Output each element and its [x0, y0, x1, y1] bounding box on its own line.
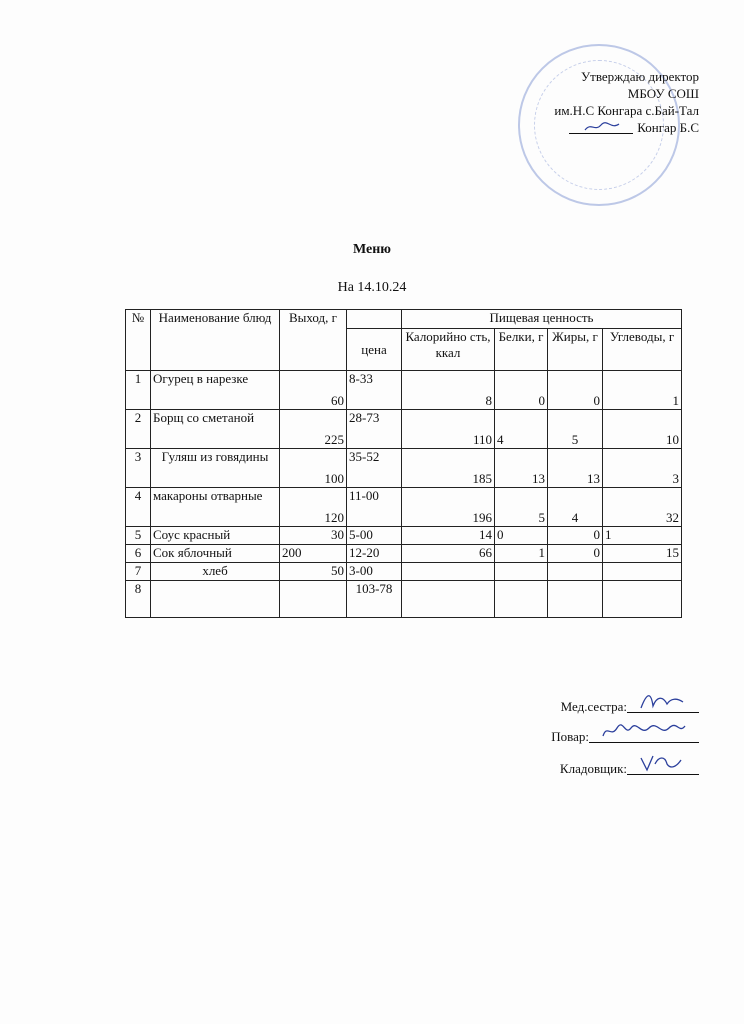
- table-row: [126, 410, 682, 449]
- row-yield: 100: [280, 449, 347, 488]
- table-row: [126, 581, 682, 618]
- row-protein: 0: [495, 371, 548, 410]
- approval-line-4: Конгар Б.С: [637, 120, 699, 135]
- storekeeper-signature-line: [627, 760, 699, 775]
- approval-line-2: МБОУ СОШ: [627, 86, 699, 101]
- table-row: [126, 563, 682, 581]
- approval-line-1: Утверждаю директор: [580, 69, 699, 84]
- row-yield: 225: [280, 410, 347, 449]
- row-carbs: 1: [603, 527, 682, 545]
- cook-signature-line: [589, 728, 699, 743]
- row-name: Сок яблочный: [151, 545, 280, 563]
- row-num: 2: [126, 410, 151, 449]
- row-yield: 120: [280, 488, 347, 527]
- menu-table: [125, 309, 682, 618]
- header-name: Наименование блюд: [151, 310, 280, 371]
- cook-signature-scribble: [599, 720, 689, 742]
- approval-block: [554, 68, 699, 136]
- row-carbs: 1: [603, 371, 682, 410]
- row-calories: 196: [402, 488, 495, 527]
- row-name: [151, 581, 280, 618]
- row-num: 3: [126, 449, 151, 488]
- page-title: Меню: [352, 242, 391, 257]
- row-name: Соус красный: [151, 527, 280, 545]
- row-protein: [495, 563, 548, 581]
- table-row: [126, 527, 682, 545]
- row-fat: 5: [548, 410, 603, 449]
- row-name: хлеб: [151, 563, 280, 581]
- row-price: 3-00: [347, 563, 402, 581]
- table-row: [126, 449, 682, 488]
- row-fat: 0: [548, 545, 603, 563]
- table-row: [126, 545, 682, 563]
- row-fat: [548, 563, 603, 581]
- header-price: цена: [347, 329, 402, 371]
- table-row: [126, 488, 682, 527]
- row-price: 12-20: [347, 545, 402, 563]
- row-calories: 66: [402, 545, 495, 563]
- row-num: 6: [126, 545, 151, 563]
- row-carbs: [603, 581, 682, 618]
- approval-line-3: им.Н.С Конгара с.Бай-Тал: [554, 103, 699, 118]
- row-num: 4: [126, 488, 151, 527]
- row-yield: 200: [280, 545, 347, 563]
- storekeeper-signature-scribble: [637, 752, 687, 774]
- row-fat: 13: [548, 449, 603, 488]
- row-num: 5: [126, 527, 151, 545]
- row-fat: 4: [548, 488, 603, 527]
- row-yield: [280, 581, 347, 618]
- row-protein: 1: [495, 545, 548, 563]
- row-carbs: 3: [603, 449, 682, 488]
- row-protein: 4: [495, 410, 548, 449]
- signature-storekeeper: [560, 760, 699, 777]
- row-num: 8: [126, 581, 151, 618]
- row-fat: [548, 581, 603, 618]
- row-fat: 0: [548, 371, 603, 410]
- row-price: 11-00: [347, 488, 402, 527]
- row-carbs: 10: [603, 410, 682, 449]
- cook-label: Повар:: [551, 729, 589, 744]
- header-protein: Белки, г: [495, 329, 548, 371]
- row-price: 28-73: [347, 410, 402, 449]
- row-calories: 14: [402, 527, 495, 545]
- row-calories: [402, 563, 495, 581]
- signature-nurse: [561, 698, 699, 715]
- row-name: Гуляш из говядины: [151, 449, 280, 488]
- row-calories: [402, 581, 495, 618]
- approval-signature-row: [554, 119, 699, 136]
- header-carbs: Углеводы, г: [603, 329, 682, 371]
- row-carbs: [603, 563, 682, 581]
- row-protein: 5: [495, 488, 548, 527]
- row-carbs: 15: [603, 545, 682, 563]
- row-name: макароны отварные: [151, 488, 280, 527]
- row-protein: 0: [495, 527, 548, 545]
- row-calories: 110: [402, 410, 495, 449]
- row-num: 1: [126, 371, 151, 410]
- header-num: №: [126, 310, 151, 371]
- nurse-signature-scribble: [637, 690, 687, 712]
- row-yield: 30: [280, 527, 347, 545]
- row-fat: 0: [548, 527, 603, 545]
- row-protein: [495, 581, 548, 618]
- header-fat: Жиры, г: [548, 329, 603, 371]
- director-signature: [569, 120, 633, 134]
- row-protein: 13: [495, 449, 548, 488]
- header-nutrition: Пищевая ценность: [402, 310, 682, 329]
- row-carbs: 32: [603, 488, 682, 527]
- row-price: 5-00: [347, 527, 402, 545]
- row-num: 7: [126, 563, 151, 581]
- row-calories: 8: [402, 371, 495, 410]
- table-row: [126, 371, 682, 410]
- row-calories: 185: [402, 449, 495, 488]
- header-row-1: [126, 310, 682, 329]
- row-price: 8-33: [347, 371, 402, 410]
- header-calories: Калорийно сть, ккал: [402, 329, 495, 371]
- director-signature-scribble: [583, 120, 623, 134]
- nurse-signature-line: [627, 698, 699, 713]
- menu-date: На 14.10.24: [337, 280, 407, 295]
- header-blank: [347, 310, 402, 329]
- row-name: Огурец в нарезке: [151, 371, 280, 410]
- storekeeper-label: Кладовщик:: [559, 761, 627, 776]
- row-name: Борщ со сметаной: [151, 410, 280, 449]
- nurse-label: Мед.сестра:: [560, 699, 627, 714]
- row-yield: 50: [280, 563, 347, 581]
- signature-cook: [551, 728, 699, 745]
- header-yield: Выход, г: [280, 310, 347, 371]
- row-price: 35-52: [347, 449, 402, 488]
- row-yield: 60: [280, 371, 347, 410]
- row-price-total: 103-78: [347, 581, 402, 618]
